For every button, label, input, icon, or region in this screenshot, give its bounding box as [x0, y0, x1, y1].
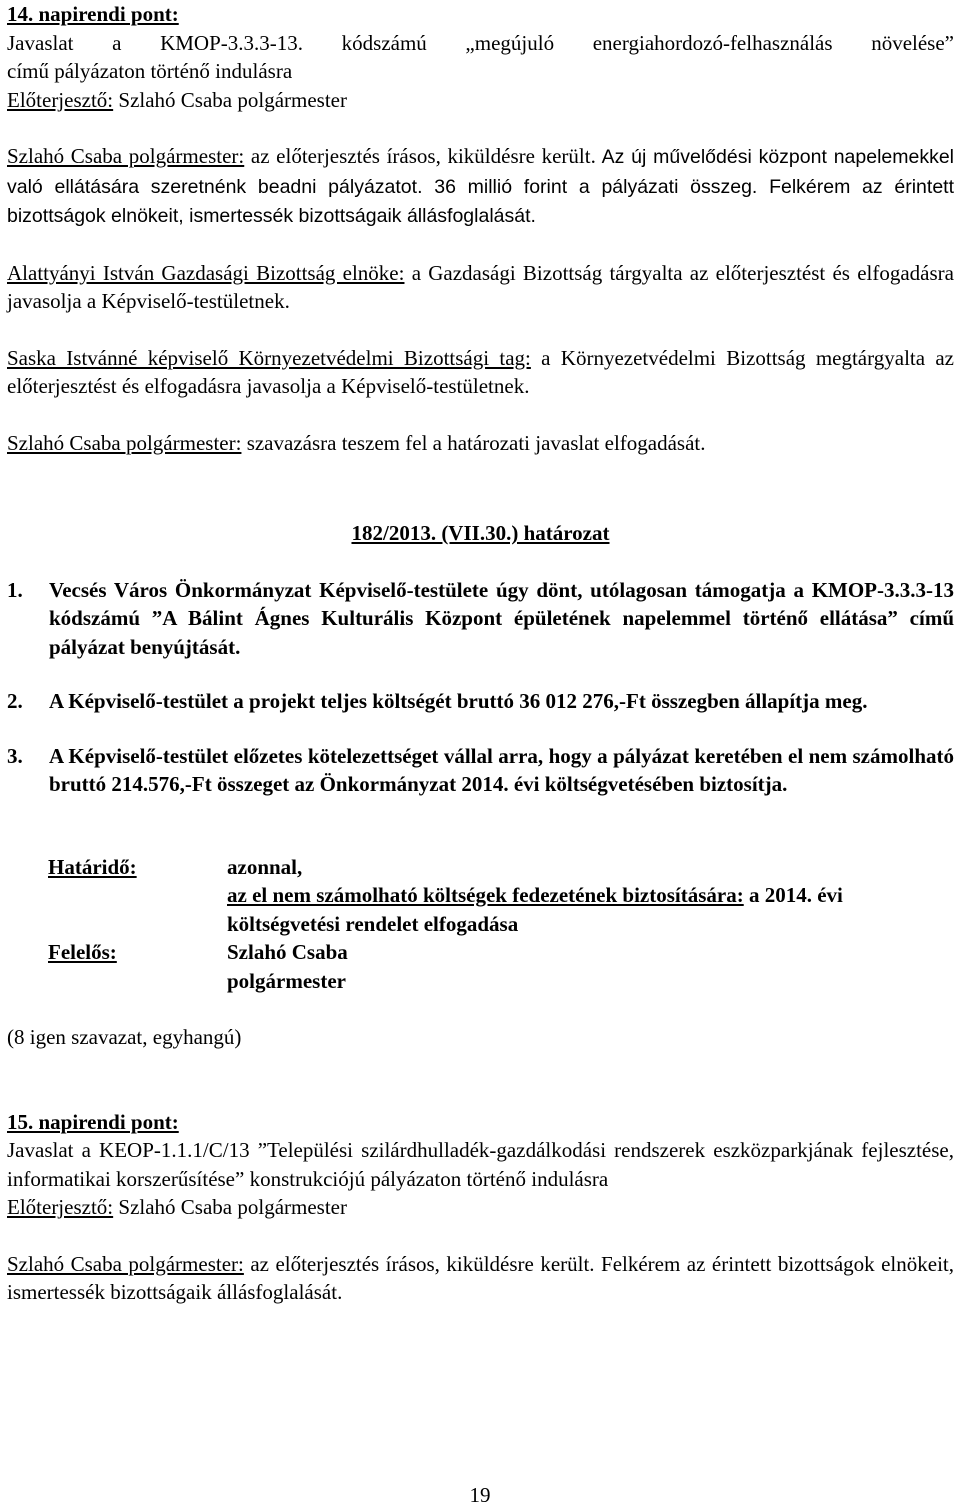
responsible-row	[7, 938, 954, 995]
gb-statement	[7, 259, 954, 316]
vote-speaker: Szlahó Csaba polgármester:	[7, 430, 242, 455]
presenter-label: Előterjesztő:	[7, 87, 114, 112]
section-15-title: Javaslat a KEOP-1.1.1/C/13 ”Települési szilárdhulladék-gazdálkodási rendszerek eszközparkjának fejlesztése, informatikai korszerűsítése” konstrukciójú pályázaton történő indulásra	[7, 1138, 954, 1191]
item-number: 2.	[7, 689, 23, 713]
deadline-value-2	[227, 881, 954, 938]
item-number: 3.	[7, 743, 23, 768]
intro-details: Az új művelődési központ napelemekkel való ellátására szeretnénk beadni pályázatot. 36 millió forint a pályázati összeg. Felkérem az érintett bizottságok elnökeit, ismertessék bizottságaik állásfoglalását.	[7, 146, 955, 227]
intro-text: az előterjesztés írásos, kiküldésre került.	[244, 144, 596, 168]
section-14-presenter	[7, 86, 954, 115]
resolution-item-1	[7, 576, 954, 662]
presenter-label: Előterjesztő:	[7, 1195, 114, 1219]
responsible-name: Szlahó Csaba	[227, 940, 348, 964]
item-number: 1.	[7, 577, 23, 602]
section-15-presenter	[7, 1193, 954, 1222]
vote-text: szavazásra teszem fel a határozati javaslat elfogadását.	[241, 430, 706, 455]
deadline-rest: a 2014. évi költségvetési rendelet elfogadása	[227, 883, 843, 936]
deadline-value-1: azonnal,	[227, 854, 303, 879]
resolution-number: 182/2013. (VII.30.) határozat	[351, 521, 610, 545]
item-text: A Képviselő-testület előzetes kötelezettséget vállal arra, hogy a pályázat keretében el nem számolható bruttó 214.576,-Ft összeget az Önkormányzat 2014. évi költségvetésében biztosítja.	[49, 743, 954, 796]
gb-speaker: Alattyányi István Gazdasági Bizottság elnöke:	[7, 260, 405, 285]
deadline-row	[7, 853, 954, 939]
presenter-name: Szlahó Csaba polgármester	[113, 87, 347, 112]
section-14-title-line2: című pályázaton történő indulásra	[7, 59, 293, 83]
responsible-values	[227, 938, 954, 995]
section-15-intro	[7, 1250, 954, 1307]
speaker: Szlahó Csaba polgármester:	[7, 1251, 244, 1276]
page-number: 19	[469, 1483, 491, 1507]
responsible-title: polgármester	[227, 968, 346, 993]
item-text: Vecsés Város Önkormányzat Képviselő-testülete úgy dönt, utólagosan támogatja a KMOP-3.3.3-13 kódszámú ”A Bálint Ágnes Kulturális Központ épületének napelemmel történő ellátása” című pályázat benyújtását.	[49, 577, 954, 659]
item-text: A Képviselő-testület a projekt teljes költségét bruttó 36 012 276,-Ft összegben állapítja meg.	[49, 689, 868, 713]
deadline-label: Határidő:	[48, 854, 137, 879]
section-14-intro	[7, 142, 954, 231]
deadline-condition: az el nem számolható költségek fedezetének biztosítására:	[227, 883, 744, 907]
presenter-name: Szlahó Csaba polgármester	[113, 1195, 347, 1219]
section-15-heading: 15. napirendi pont:	[7, 1109, 179, 1134]
resolution-item-2	[7, 687, 954, 716]
kb-text: a Környezetvédelmi Bizottság megtárgyalta az előterjesztést és elfogadásra javasolja a Képviselő-testületnek.	[7, 345, 954, 398]
section-14-title-line1: Javaslat a KMOP-3.3.3-13. kódszámú „megújuló energiahordozó-felhasználás növelése”	[7, 30, 954, 55]
responsible-label: Felelős:	[48, 940, 117, 964]
gb-text: a Gazdasági Bizottság tárgyalta az előterjesztést és elfogadásra javasolja a Képviselő-testületnek.	[7, 260, 954, 313]
kb-speaker: Saska Istvánné képviselő Környezetvédelmi Bizottsági tag:	[7, 345, 531, 370]
resolution-item-3	[7, 742, 954, 799]
kb-statement	[7, 344, 954, 401]
intro-speaker: Szlahó Csaba polgármester:	[7, 144, 245, 168]
vote-result: (8 igen szavazat, egyhangú)	[7, 1025, 242, 1049]
vote-call	[7, 429, 954, 458]
document-page	[7, 0, 954, 1307]
deadline-values	[227, 853, 954, 939]
speaker-text: az előterjesztés írásos, kiküldésre került. Felkérem az érintett bizottságok elnökeit, ismertessék bizottságaik állásfoglalását.	[7, 1251, 955, 1304]
section-14-heading: 14. napirendi pont:	[7, 2, 179, 26]
